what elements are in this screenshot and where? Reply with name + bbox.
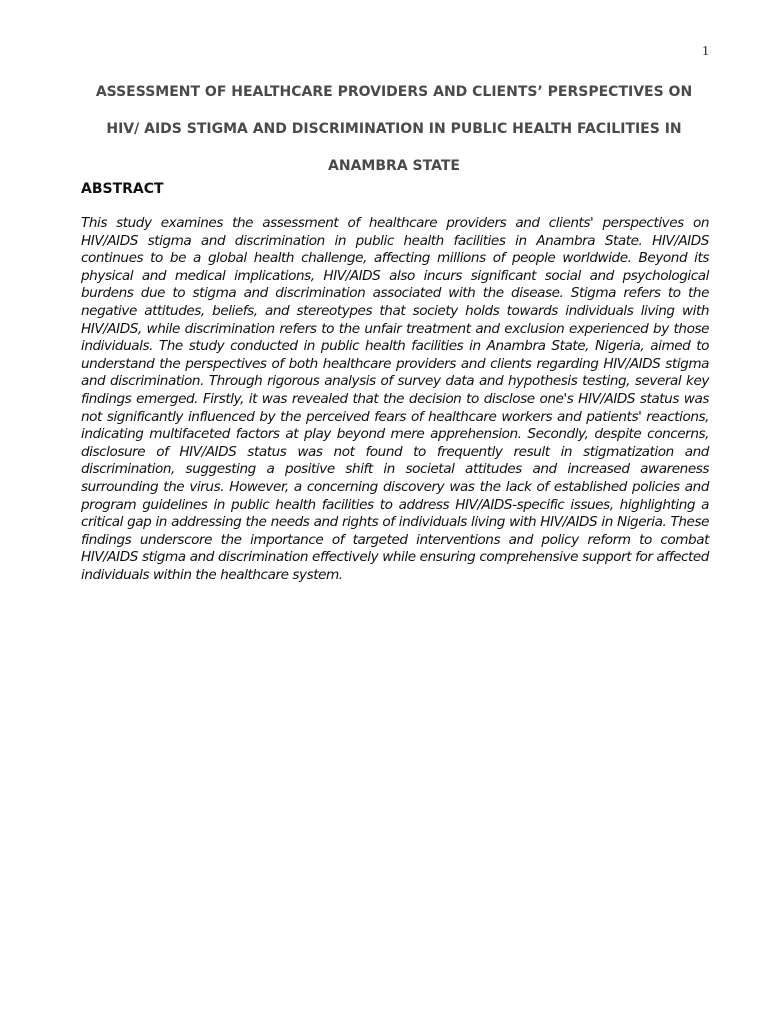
- title-line-2: HIV/ AIDS STIGMA AND DISCRIMINATION IN PUBLIC HEALTH FACILITIES IN: [106, 121, 682, 137]
- abstract-body: This study examines the assessment of healthcare providers and clients' perspectives on HIV/AIDS stigma and discrimination in public health facilities in Anambra State. HIV/AIDS continues to be a global health challenge, affecting millions of people worldwide. Beyond its physical and medical implications, HIV/AIDS also incurs significant social and psychological burdens due to stigma and discrimination associated with the disease. Stigma refers to the negative attitudes, beliefs, and stereotypes that society holds towards individuals living with HIV/AIDS, while discrimination refers to the unfair treatment and exclusion experienced by those individuals. The study conducted in public health facilities in Anambra State, Nigeria, aimed to understand the perspectives of both healthcare providers and clients regarding HIV/AIDS stigma and discrimination. Through rigorous analysis of survey data and hypothesis testing, several key findings emerged. Firstly, it was revealed that the decision to disclose one's HIV/AIDS status was not significantly influenced by the perceived fears of healthcare workers and patients' reactions, indicating multifaceted factors at play beyond mere apprehension. Secondly, despite concerns, disclosure of HIV/AIDS status was not found to frequently result in stigmatization and discrimination, suggesting a positive shift in societal attitudes and increased awareness surrounding the virus. However, a concerning discovery was the lack of established policies and program guidelines in public health facilities to address HIV/AIDS-specific issues, highlighting a critical gap in addressing the needs and rights of individuals living with HIV/AIDS in Nigeria. These findings underscore the importance of targeted interventions and policy reform to combat HIV/AIDS stigma and discrimination effectively while ensuring comprehensive support for affected individuals within the healthcare system.: [81, 215, 709, 583]
- page-number: 1: [702, 44, 709, 59]
- document-title: [70, 74, 718, 185]
- title-line-1: ASSESSMENT OF HEALTHCARE PROVIDERS AND CLIENTS’ PERSPECTIVES ON: [95, 84, 693, 100]
- title-line-3: ANAMBRA STATE: [328, 158, 460, 174]
- abstract-heading: ABSTRACT: [81, 181, 164, 197]
